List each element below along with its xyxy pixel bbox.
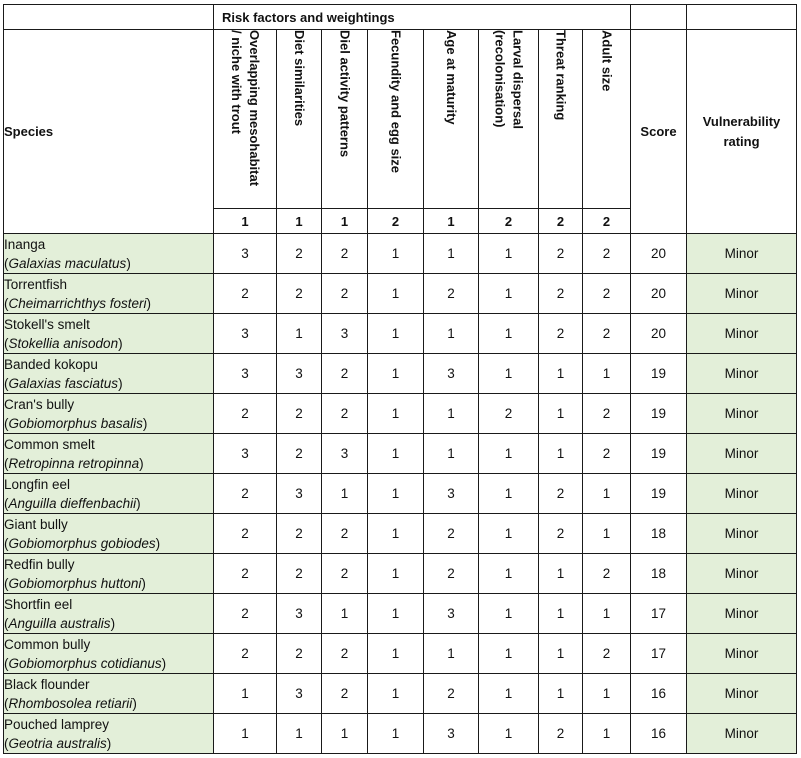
paren-open: ( xyxy=(4,575,9,591)
species-scientific-line xyxy=(4,734,213,753)
paren-close: ) xyxy=(155,535,161,551)
paren-close: ) xyxy=(142,415,148,431)
factor-value-cell: 1 xyxy=(583,474,631,514)
factor-value-cell: 1 xyxy=(424,234,479,274)
factor-value-cell: 2 xyxy=(277,274,322,314)
score-cell: 16 xyxy=(631,674,687,714)
factor-value-cell: 2 xyxy=(424,674,479,714)
species-cell xyxy=(4,354,214,394)
species-scientific-line xyxy=(4,254,213,273)
paren-open: ( xyxy=(4,375,9,391)
species-scientific-name: Rhombosolea retiarii xyxy=(8,695,133,711)
paren-open: ( xyxy=(4,295,9,311)
factor-label: Age at maturity xyxy=(444,30,459,125)
table-row xyxy=(4,474,797,514)
table-row xyxy=(4,434,797,474)
species-scientific-name: Cheimarrichthys fosteri xyxy=(8,295,147,311)
factor-value-cell: 2 xyxy=(214,594,277,634)
factor-value-cell: 1 xyxy=(539,634,583,674)
factor-value-cell: 1 xyxy=(479,634,539,674)
species-common-name: Shortfin eel xyxy=(4,596,73,612)
vulnerability-column-header xyxy=(687,30,797,234)
vulnerability-rating-cell: Minor xyxy=(687,434,797,474)
paren-open: ( xyxy=(4,615,9,631)
factor-value-cell: 2 xyxy=(322,634,368,674)
paren-open: ( xyxy=(4,255,9,271)
table-row xyxy=(4,554,797,594)
score-cell: 16 xyxy=(631,714,687,754)
paren-close: ) xyxy=(141,575,146,591)
factor-value-cell: 3 xyxy=(322,314,368,354)
factor-value-cell: 1 xyxy=(479,474,539,514)
factor-header-mesohabitat xyxy=(214,30,277,209)
factor-value-cell: 2 xyxy=(322,234,368,274)
species-common-name: Giant bully xyxy=(4,516,68,532)
score-cell: 17 xyxy=(631,594,687,634)
factor-value-cell: 3 xyxy=(277,674,322,714)
paren-open: ( xyxy=(4,695,9,711)
species-common-name: Pouched lamprey xyxy=(4,716,110,732)
factor-value-cell: 2 xyxy=(583,554,631,594)
header-blank-vulnerability xyxy=(687,5,797,30)
paren-close: ) xyxy=(118,375,123,391)
factor-value-cell: 1 xyxy=(368,514,424,554)
species-scientific-line xyxy=(4,334,213,353)
factor-value-cell: 1 xyxy=(322,714,368,754)
factor-value-cell: 1 xyxy=(479,234,539,274)
table-row xyxy=(4,234,797,274)
factor-value-cell: 2 xyxy=(583,234,631,274)
factor-value-cell: 2 xyxy=(479,394,539,434)
species-scientific-line xyxy=(4,294,213,313)
factor-value-cell: 1 xyxy=(424,634,479,674)
factor-value-cell: 2 xyxy=(583,274,631,314)
factor-value-cell: 3 xyxy=(214,354,277,394)
factor-label: Diel activity patterns xyxy=(337,30,353,158)
species-cell xyxy=(4,474,214,514)
species-scientific-name: Galaxias fasciatus xyxy=(8,375,119,391)
factor-value-cell: 2 xyxy=(539,234,583,274)
species-cell xyxy=(4,554,214,594)
species-common-name: Common smelt xyxy=(4,436,95,452)
factor-value-cell: 2 xyxy=(322,354,368,394)
factor-value-cell: 1 xyxy=(583,514,631,554)
paren-open: ( xyxy=(4,535,9,551)
factor-value-cell: 2 xyxy=(424,274,479,314)
species-scientific-name: Retropinna retropinna xyxy=(8,455,140,471)
factor-value-cell: 1 xyxy=(368,274,424,314)
species-scientific-name: Gobiomorphus basalis xyxy=(8,415,143,431)
factor-value-cell: 1 xyxy=(583,674,631,714)
risk-table-container xyxy=(3,4,797,754)
factor-value-cell: 2 xyxy=(214,474,277,514)
paren-close: ) xyxy=(126,255,131,271)
factor-label: Overlapping mesohabitat / niche with trout xyxy=(229,30,262,187)
paren-close: ) xyxy=(110,615,116,631)
factor-value-cell: 1 xyxy=(539,674,583,714)
vulnerability-header-text: Vulnerability rating xyxy=(702,113,781,149)
factor-value-cell: 1 xyxy=(479,554,539,594)
factor-value-cell: 3 xyxy=(277,354,322,394)
species-cell xyxy=(4,274,214,314)
vulnerability-rating-cell: Minor xyxy=(687,234,797,274)
factor-value-cell: 2 xyxy=(322,554,368,594)
factor-value-cell: 1 xyxy=(214,674,277,714)
factor-value-cell: 1 xyxy=(479,514,539,554)
species-cell xyxy=(4,594,214,634)
vulnerability-table xyxy=(3,4,797,754)
factor-value-cell: 2 xyxy=(277,234,322,274)
factor-value-cell: 1 xyxy=(368,354,424,394)
factor-value-cell: 2 xyxy=(424,554,479,594)
table-row xyxy=(4,514,797,554)
species-common-name: Redfin bully xyxy=(4,556,75,572)
paren-close: ) xyxy=(132,695,137,711)
species-cell xyxy=(4,674,214,714)
species-scientific-line xyxy=(4,654,213,673)
paren-open: ( xyxy=(4,335,9,351)
species-scientific-line xyxy=(4,414,213,433)
factor-value-cell: 2 xyxy=(539,274,583,314)
score-cell: 17 xyxy=(631,634,687,674)
factor-weight: 1 xyxy=(322,209,368,234)
factor-label: Fecundity and egg size xyxy=(388,30,404,174)
factor-value-cell: 1 xyxy=(479,714,539,754)
score-cell: 19 xyxy=(631,474,687,514)
species-scientific-line xyxy=(4,374,213,393)
factor-value-cell: 1 xyxy=(368,234,424,274)
paren-open: ( xyxy=(4,735,9,751)
factor-value-cell: 1 xyxy=(368,634,424,674)
species-common-name: Torrentfish xyxy=(4,276,68,292)
factor-value-cell: 2 xyxy=(583,314,631,354)
vulnerability-rating-cell: Minor xyxy=(687,634,797,674)
factor-weight: 2 xyxy=(539,209,583,234)
score-cell: 18 xyxy=(631,514,687,554)
species-scientific-name: Anguilla dieffenbachii xyxy=(8,495,137,511)
factor-value-cell: 1 xyxy=(539,354,583,394)
factor-value-cell: 1 xyxy=(214,714,277,754)
factor-value-cell: 2 xyxy=(214,514,277,554)
species-common-name: Inanga xyxy=(4,236,46,252)
factor-value-cell: 1 xyxy=(583,594,631,634)
species-common-name: Common bully xyxy=(4,636,91,652)
species-cell xyxy=(4,434,214,474)
score-cell: 19 xyxy=(631,354,687,394)
factor-value-cell: 1 xyxy=(539,554,583,594)
species-scientific-line xyxy=(4,614,213,633)
vulnerability-rating-cell: Minor xyxy=(687,354,797,394)
factor-value-cell: 2 xyxy=(277,514,322,554)
factor-value-cell: 1 xyxy=(539,434,583,474)
factor-value-cell: 1 xyxy=(479,274,539,314)
factor-weight: 2 xyxy=(583,209,631,234)
factor-value-cell: 1 xyxy=(322,474,368,514)
table-row xyxy=(4,634,797,674)
species-cell xyxy=(4,234,214,274)
factor-value-cell: 2 xyxy=(214,274,277,314)
factor-value-cell: 3 xyxy=(322,434,368,474)
factor-value-cell: 1 xyxy=(424,434,479,474)
factor-weight: 2 xyxy=(479,209,539,234)
factor-header-diel-activity xyxy=(322,30,368,209)
factor-value-cell: 1 xyxy=(424,314,479,354)
table-header xyxy=(4,5,797,234)
factor-value-cell: 3 xyxy=(214,314,277,354)
factor-value-cell: 2 xyxy=(583,434,631,474)
factor-value-cell: 3 xyxy=(424,714,479,754)
factor-label: Larval dispersal (recolonisation) xyxy=(492,30,526,129)
table-row xyxy=(4,594,797,634)
factor-header-diet xyxy=(277,30,322,209)
vulnerability-rating-cell: Minor xyxy=(687,714,797,754)
vulnerability-rating-cell: Minor xyxy=(687,274,797,314)
factor-value-cell: 1 xyxy=(479,354,539,394)
paren-close: ) xyxy=(161,655,167,671)
factor-value-cell: 1 xyxy=(424,394,479,434)
factor-weight: 1 xyxy=(214,209,277,234)
factor-value-cell: 3 xyxy=(424,594,479,634)
factor-value-cell: 1 xyxy=(368,714,424,754)
factor-value-cell: 2 xyxy=(214,554,277,594)
factor-value-cell: 1 xyxy=(322,594,368,634)
vulnerability-rating-cell: Minor xyxy=(687,394,797,434)
species-common-name: Stokell's smelt xyxy=(4,316,90,332)
factor-value-cell: 3 xyxy=(277,474,322,514)
factor-label: Diet similarities xyxy=(292,30,307,127)
species-scientific-line xyxy=(4,574,213,593)
species-scientific-name: Stokellia anisodon xyxy=(8,335,119,351)
factor-value-cell: 1 xyxy=(583,354,631,394)
score-cell: 20 xyxy=(631,234,687,274)
factor-value-cell: 2 xyxy=(583,394,631,434)
factor-header-threat-ranking xyxy=(539,30,583,209)
score-cell: 19 xyxy=(631,394,687,434)
factor-value-cell: 2 xyxy=(539,714,583,754)
factor-value-cell: 1 xyxy=(583,714,631,754)
factor-value-cell: 3 xyxy=(424,474,479,514)
factor-value-cell: 3 xyxy=(214,434,277,474)
vulnerability-rating-cell: Minor xyxy=(687,674,797,714)
factor-value-cell: 2 xyxy=(322,274,368,314)
species-scientific-name: Galaxias maculatus xyxy=(8,255,127,271)
factor-value-cell: 2 xyxy=(322,514,368,554)
factor-value-cell: 1 xyxy=(479,314,539,354)
table-row xyxy=(4,274,797,314)
factor-label: Adult size xyxy=(599,30,615,92)
paren-close: ) xyxy=(118,335,123,351)
factor-weight: 1 xyxy=(424,209,479,234)
table-row xyxy=(4,354,797,394)
species-scientific-line xyxy=(4,534,213,553)
factor-value-cell: 1 xyxy=(479,434,539,474)
paren-close: ) xyxy=(146,295,152,311)
factor-value-cell: 2 xyxy=(277,434,322,474)
species-scientific-name: Geotria australis xyxy=(8,735,107,751)
species-scientific-line xyxy=(4,494,213,513)
table-row xyxy=(4,314,797,354)
species-common-name: Longfin eel xyxy=(4,476,71,492)
species-scientific-line xyxy=(4,454,213,473)
factor-value-cell: 2 xyxy=(322,674,368,714)
factor-header-age-maturity xyxy=(424,30,479,209)
vulnerability-rating-cell: Minor xyxy=(687,314,797,354)
factor-value-cell: 1 xyxy=(368,434,424,474)
paren-close: ) xyxy=(139,455,144,471)
paren-close: ) xyxy=(136,495,141,511)
factor-value-cell: 2 xyxy=(539,474,583,514)
score-cell: 20 xyxy=(631,314,687,354)
factor-value-cell: 1 xyxy=(368,554,424,594)
vulnerability-rating-cell: Minor xyxy=(687,554,797,594)
paren-open: ( xyxy=(4,495,9,511)
factor-value-cell: 2 xyxy=(214,394,277,434)
factor-value-cell: 2 xyxy=(214,634,277,674)
score-cell: 18 xyxy=(631,554,687,594)
factor-value-cell: 3 xyxy=(424,354,479,394)
species-scientific-name: Gobiomorphus gobiodes xyxy=(8,535,156,551)
table-row xyxy=(4,674,797,714)
factor-value-cell: 2 xyxy=(583,634,631,674)
factor-value-cell: 1 xyxy=(539,594,583,634)
species-cell xyxy=(4,514,214,554)
species-common-name: Banded kokopu xyxy=(4,356,98,372)
paren-close: ) xyxy=(106,735,112,751)
score-column-header: Score xyxy=(631,30,687,234)
factor-value-cell: 2 xyxy=(424,514,479,554)
factor-value-cell: 2 xyxy=(277,554,322,594)
factor-value-cell: 2 xyxy=(277,634,322,674)
species-scientific-name: Gobiomorphus huttoni xyxy=(8,575,142,591)
factor-weight: 2 xyxy=(368,209,424,234)
factor-weight: 1 xyxy=(277,209,322,234)
species-column-header: Species xyxy=(4,30,214,234)
vulnerability-rating-cell: Minor xyxy=(687,594,797,634)
vulnerability-rating-cell: Minor xyxy=(687,474,797,514)
factor-value-cell: 1 xyxy=(479,594,539,634)
species-scientific-name: Anguilla australis xyxy=(8,615,111,631)
paren-open: ( xyxy=(4,455,9,471)
species-scientific-line xyxy=(4,694,213,713)
table-row xyxy=(4,394,797,434)
score-cell: 19 xyxy=(631,434,687,474)
score-cell: 20 xyxy=(631,274,687,314)
factor-value-cell: 3 xyxy=(214,234,277,274)
factor-value-cell: 3 xyxy=(277,594,322,634)
species-cell xyxy=(4,394,214,434)
factor-value-cell: 1 xyxy=(368,394,424,434)
factor-value-cell: 1 xyxy=(368,474,424,514)
factor-header-fecundity xyxy=(368,30,424,209)
factor-value-cell: 1 xyxy=(277,714,322,754)
factor-value-cell: 2 xyxy=(277,394,322,434)
factor-value-cell: 1 xyxy=(368,674,424,714)
species-common-name: Black flounder xyxy=(4,676,90,692)
paren-open: ( xyxy=(4,415,9,431)
vulnerability-rating-cell: Minor xyxy=(687,514,797,554)
species-cell xyxy=(4,634,214,674)
factor-value-cell: 1 xyxy=(479,674,539,714)
factor-value-cell: 1 xyxy=(539,394,583,434)
factor-value-cell: 1 xyxy=(368,314,424,354)
species-cell xyxy=(4,314,214,354)
risk-factors-header: Risk factors and weightings xyxy=(214,5,631,30)
factor-value-cell: 2 xyxy=(539,514,583,554)
species-common-name: Cran's bully xyxy=(4,396,75,412)
factor-header-larval-dispersal xyxy=(479,30,539,209)
species-scientific-name: Gobiomorphus cotidianus xyxy=(8,655,162,671)
header-blank-score xyxy=(631,5,687,30)
factor-value-cell: 1 xyxy=(277,314,322,354)
header-blank-species xyxy=(4,5,214,30)
paren-open: ( xyxy=(4,655,9,671)
species-cell xyxy=(4,714,214,754)
table-body xyxy=(4,234,797,754)
factor-header-adult-size xyxy=(583,30,631,209)
table-row xyxy=(4,714,797,754)
factor-value-cell: 2 xyxy=(539,314,583,354)
factor-label: Threat ranking xyxy=(553,30,569,121)
factor-value-cell: 2 xyxy=(322,394,368,434)
factor-value-cell: 1 xyxy=(368,594,424,634)
